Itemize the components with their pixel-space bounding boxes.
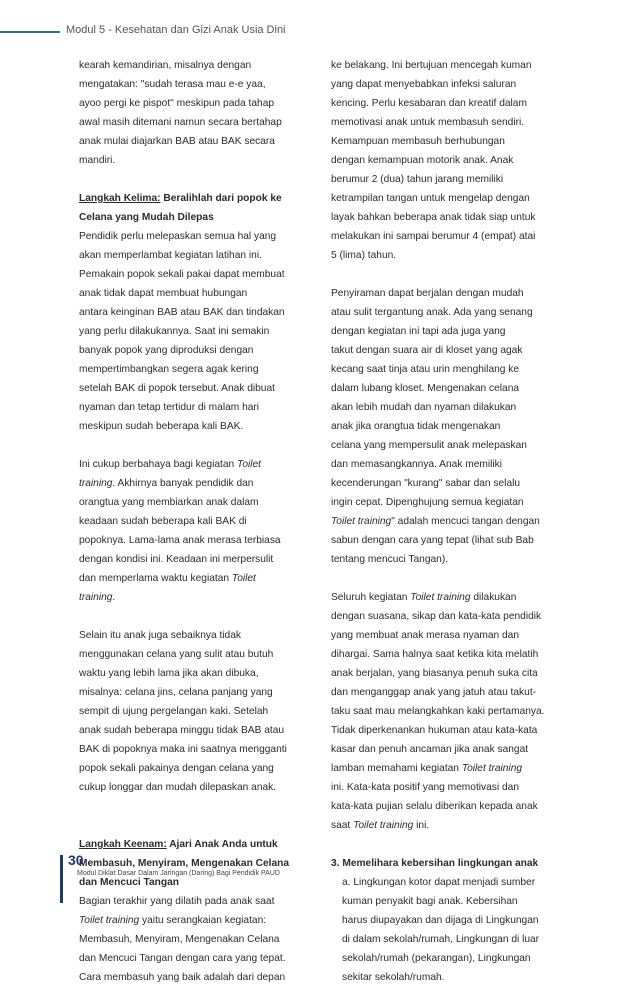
text-line: menggunakan celana yang sulit atau butuh [79,649,274,660]
text-line: a. Lingkungan kotor dapat menjadi sumber [342,877,536,888]
italic-term: Toilet training [461,763,523,774]
text-line: anak sudah beberapa minggu tidak BAB atau [79,725,285,736]
text-line: takut dengan suara air di kloset yang agak [331,345,523,356]
text-line: ketrampilan tangan untuk mengelap dengan [331,193,530,204]
step-6-heading-cont: Membasuh, Menyiram, Mengenakan Celana [79,858,290,869]
text-line: Tidak diperkenankan hukuman atau kata-kata [331,725,538,736]
text-line: anak berjalan, yang biasanya penuh suka cita [331,668,538,679]
text-span: Seluruh kegiatan [331,592,411,603]
header-rule [0,31,60,33]
text-line: dan Mencuci Tangan dengan cara yang tepat. [79,953,286,964]
text-line: celana yang mempersulit anak melepaskan [331,440,527,451]
step-5-heading [79,189,309,208]
text-line: harus diupayakan dan dijaga di Lingkungan [342,915,539,926]
text-line: Pendidik perlu melepaskan semua hal yang [79,231,277,242]
text-line: kearah kemandirian, misalnya dengan [79,60,252,71]
text-line: yang perlu dilakukannya. Saat ini semakin [79,326,270,337]
text-line: Kemampuan membasuh berhubungan [331,136,505,147]
text-line [331,588,561,607]
text-line: sekitar sekolah/rumah. [342,972,445,983]
text-span: yaitu serangkaian kegiatan: [139,915,267,926]
right-column [331,56,561,987]
text-line: dan menganggap anak yang jatuh atau takut- [331,687,537,698]
text-span: Ini cukup berbahaya bagi kegiatan [79,459,238,470]
text-line: dalam lubang kloset. Mengenakan celana [331,383,520,394]
italic-term: Toilet training [353,820,414,831]
text-line: antara keinginan BAB atau BAK dan tindakan [79,307,285,318]
text-line: nyaman dan tetap tertidur di malam hari [79,402,260,413]
text-span: lamban memahami kegiatan [331,763,462,774]
text-line: kata-kata pujian selalu diberikan kepada anak [331,801,538,812]
text-line [79,474,309,493]
text-line: dengan kemampuan motorik anak. Anak [331,155,514,166]
text-line: dengan kondisi ini. Keadaan ini merpersulit [79,554,274,565]
text-line: sempit di ujung pergelangan kaki. Setelah [79,706,269,717]
page-number: 30 [68,852,84,868]
text-line: melakukan ini sampai berumur 4 (empat) atai [331,231,536,242]
text-line: kecenderungan "kurang" sabar dan selalu [331,478,521,489]
text-line: memotivasi anak untuk membasuh sendiri. [331,117,525,128]
text-line: banyak popok yang diproduksi dengan [79,345,254,356]
list-item [331,873,561,987]
text-line: taku saat mau melangkahkan kaki pertamanya. [331,706,545,717]
text-line: sekolah/rumah (pekarangan), Lingkungan [342,953,531,964]
text-span: . [112,592,116,603]
text-line: 5 (lima) tahun. [331,250,397,261]
text-line: setelah BAK di popok tersebut. Anak dibuat [79,383,275,394]
italic-term: Toilet training [410,592,471,603]
paragraph [79,892,309,987]
text-span: . Akhirnya banyak pendidik dan [112,478,254,489]
text-line: kencing. Perlu kesabaran dan kreatif dalam [331,98,527,109]
text-line: anak jika orangtua tidak mengenakan [331,421,501,432]
text-line: anak tidak dapat membuat hubungan [79,288,248,299]
italic-term: training [79,478,113,489]
italic-term: Toilet [237,459,262,470]
text-line [79,569,309,588]
text-line: dengan suasana, sikap dan kata-kata pendidik [331,611,542,622]
text-line: Cara membasuh yang baik adalah dari depan [79,972,286,983]
text-span: ini. [413,820,430,831]
text-line: meskipun sudah beberapa kali BAK. [79,421,244,432]
text-line: cukup longgar dan mudah dilepaskan anak. [79,782,277,793]
step-6-title: Ajari Anak Anda untuk [166,839,278,850]
step-5-heading-cont: Celana yang Mudah Dilepas [79,212,214,223]
text-line: yang membuat anak merasa nyaman dan [331,630,520,641]
section-3-heading: 3. Memelihara kebersihan lingkungan anak [331,858,539,869]
text-line: Penyiraman dapat berjalan dengan mudah [331,288,524,299]
italic-term: Toilet training [79,915,140,926]
step-5-label: Langkah Kelima: [79,193,161,204]
text-line: ini. Kata-kata positif yang memotivasi dan [331,782,519,793]
text-line: mengatakan: "sudah terasa mau e-e yaa, [79,79,266,90]
text-span: dilakukan [470,592,517,603]
text-line [331,512,561,531]
text-line: sabun dengan cara yang tepat (lihat sub Bab [331,535,534,546]
text-line: atau sulit tergantung anak. Ada yang senang [331,307,533,318]
paragraph [79,56,309,170]
footer-text: Modul Diklat Dasar Dalam Jaringan (Daring) Bagi Pendidik PAUD [77,870,280,877]
text-line: waktu yang lebih lama jika akan dibuka, [79,668,259,679]
text-line: misalnya: celana jins, celana panjang yang [79,687,273,698]
text-line [79,455,309,474]
text-line: anak mulai diajarkan BAB atau BAK secara [79,136,275,147]
paragraph [79,227,309,436]
text-line [331,759,561,778]
text-line: Bagian terakhir yang dilatih pada anak saat [79,896,275,907]
text-line: ingin cepat. Dipenghujung semua kegiatan [331,497,524,508]
italic-term: Toilet training [331,516,392,527]
paragraph [331,56,561,265]
italic-term: training [79,592,113,603]
paragraph [331,588,561,835]
text-line: kasar dan penuh ancaman jika anak sangat [331,744,529,755]
text-line [331,816,561,835]
paragraph [79,626,309,797]
text-line: keadaan sudah beberapa kali BAK di [79,516,247,527]
text-line: di dalam sekolah/rumah, Lingkungan di luar [342,934,540,945]
text-line: Membasuh, Menyiram, Mengenakan Celana [79,934,280,945]
text-line: mempertimbangkan segera agak kering [79,364,259,375]
text-line [79,911,309,930]
paragraph [79,455,309,607]
text-line: Pemakain popok sekali pakai dapat membuat [79,269,285,280]
text-line: ayoo pergi ke pispot" meskipun pada tahap [79,98,275,109]
text-line: dengan kegiatan ini tapi ada juga yang [331,326,506,337]
italic-term: Toilet [231,573,256,584]
running-header: Modul 5 - Kesehatan dan Gizi Anak Usia Dini [66,24,286,36]
text-line: akan memperlambat kegiatan latihan ini. [79,250,262,261]
text-line: dihargai. Sama halnya saat ketika kita melatih [331,649,539,660]
text-line: kuman penyakit bagi anak. Kebersihan [342,896,518,907]
text-line: popok sekali pakainya dengan celana yang [79,763,274,774]
text-line: Selain itu anak juga sebaiknya tidak [79,630,241,641]
step-6-heading-cont: dan Mencuci Tangan [79,877,179,888]
text-line: tentang mencuci Tangan). [331,554,449,565]
text-span: saat [331,820,354,831]
text-line [79,588,309,607]
footer-accent-bar [60,855,63,903]
text-line: yang dapat menyebabkan infeksi saluran [331,79,517,90]
text-line: ke belakang. Ini bertujuan mencegah kuman [331,60,532,71]
text-span: " adalah mencuci tangan dengan [391,516,540,527]
step-6-heading [79,835,309,854]
text-line: layak bahkan beberapa anak tidak siap untuk [331,212,536,223]
text-line: mandiri. [79,155,116,166]
step-5-title: Beralihlah dari popok ke [160,193,282,204]
left-column [79,56,309,987]
text-span: dan memperlama waktu kegiatan [79,573,232,584]
text-line: akan lebih mudah dan nyaman dilakukan [331,402,517,413]
text-line: berumur 2 (dua) tahun jarang memiliki [331,174,504,185]
text-line: awal masih ditemani namun secara bertahap [79,117,282,128]
text-line: kecang saat tinja atau urin menghilang ke [331,364,520,375]
text-line: BAK di popoknya maka ini saatnya mengganti [79,744,287,755]
text-line: orangtua yang membiarkan anak dalam [79,497,259,508]
text-line: dan memasangkannya. Anak memiliki [331,459,503,470]
paragraph [331,284,561,569]
step-6-label: Langkah Keenam: [79,839,167,850]
text-line: popoknya. Lama-lama anak merasa terbiasa [79,535,281,546]
